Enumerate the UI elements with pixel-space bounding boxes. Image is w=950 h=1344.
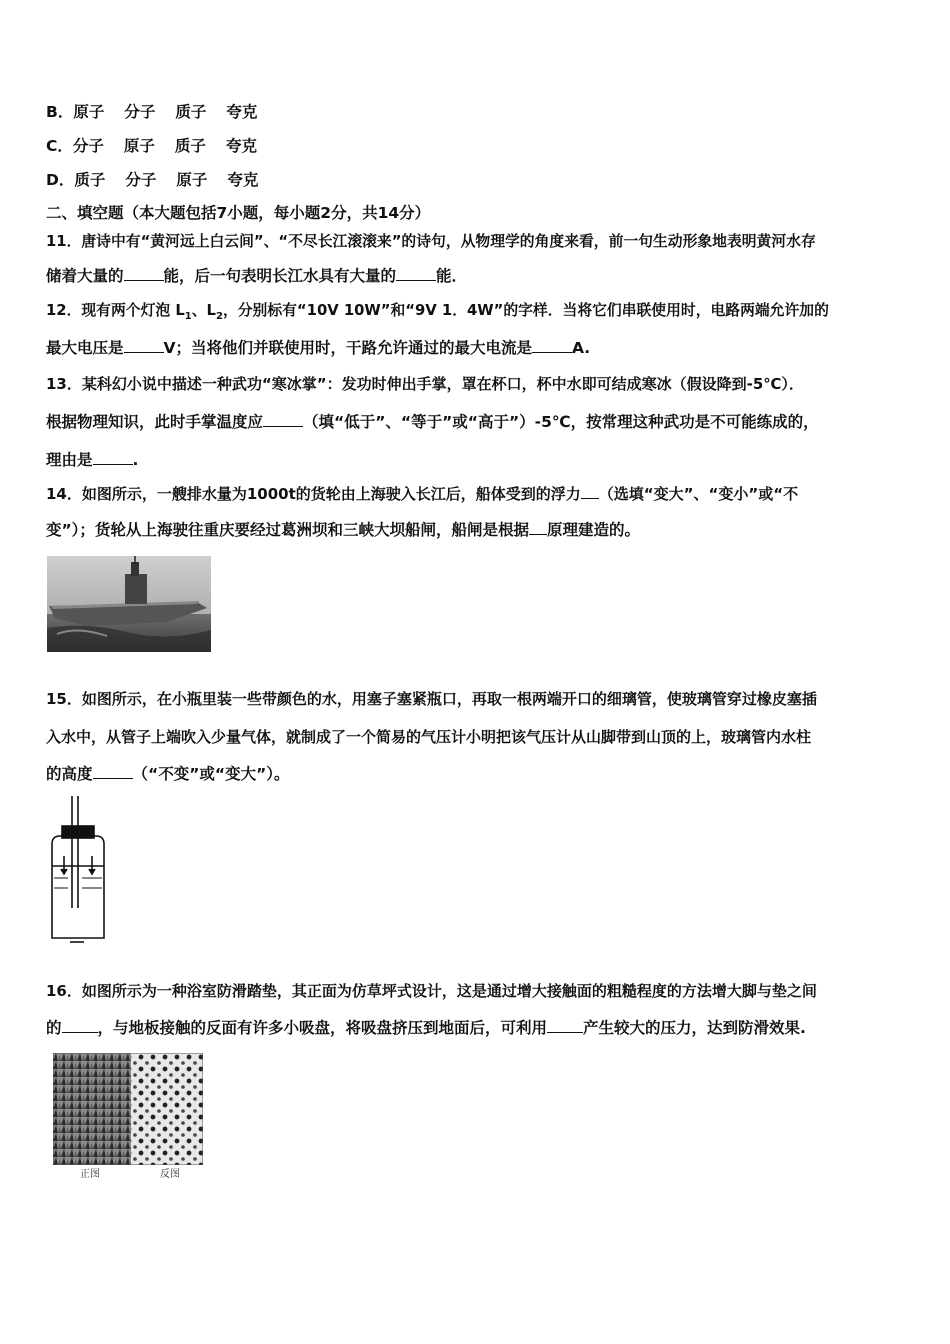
answer-blank <box>532 338 572 353</box>
option-c: C．分子 原子 质子 夸克 <box>46 137 257 155</box>
q16-line1: 16．如图所示为一种浴室防滑踏垫，其正面为仿草坪式设计，这是通过增大接触面的粗糙程度的方法增大脚与垫之间 <box>46 982 817 1000</box>
q15-line2: 入水中，从管子上端吹入少量气体，就制成了一个简易的气压计小明把该气压计从山脚带到山顶的上，玻璃管内水柱 <box>46 728 812 746</box>
figure-caption-front: 正图 <box>80 1169 100 1180</box>
q14-line1: 14．如图所示，一艘排水量为1000t的货轮由上海驶入长江后，船体受到的浮力 （选填“变大”、“变小”或“不 <box>46 485 799 503</box>
answer-blank <box>62 1018 98 1033</box>
q13-line1: 13．某科幻小说中描述一种武功“寒冰掌”：发功时伸出手掌，罩在杯口，杯中水即可结成寒冰（假设降到-5℃）． <box>46 375 804 393</box>
option-b: B．原子 分子 质子 夸克 <box>46 103 258 121</box>
q15-line1: 15．如图所示，在小瓶里装一些带颜色的水，用塞子塞紧瓶口，再取一根两端开口的细璃管，使玻璃管穿过橡皮塞插 <box>46 690 817 708</box>
answer-blank <box>581 484 599 499</box>
answer-blank <box>124 338 164 353</box>
q12-line1: 12．现有两个灯泡 $L_1$、$L_2$，分别标有“10V 10W”和“9V 1．4W”的字样．当将它们串联使用时，电路两端允许加的 <box>46 302 829 322</box>
section-heading: 二、填空题（本大题包括7小题，每小题2分，共14分） <box>46 204 431 222</box>
figure-caption-back: 反图 <box>160 1169 180 1180</box>
q13-line2: 根据物理知识，此时手掌温度应 （填“低于”、“等于”或“高于”）-5℃，按常理这种武功是不可能练成的， <box>46 413 819 431</box>
q11-line1: 11．唐诗中有“黄河远上白云间”、“不尽长江滚滚来”的诗句，从物理学的角度来看，前一句生动形象地表明黄河水存 <box>46 233 816 250</box>
answer-blank <box>93 450 133 465</box>
q12-line2: 最大电压是 V；当将他们并联使用时，干路允许通过的最大电流是 A. <box>46 339 591 357</box>
answer-blank <box>93 764 133 779</box>
barometer-bottle-diagram <box>44 796 112 946</box>
q14-line2: 变”）；货轮从上海驶往重庆要经过葛洲坝和三峡大坝船闸，船闸是根据 原理建造的。 <box>46 521 640 539</box>
option-d: D．质子 分子 原子 夸克 <box>46 171 259 189</box>
answer-blank <box>547 1018 583 1033</box>
answer-blank <box>263 412 303 427</box>
q16-line2: 的 ，与地板接触的反面有许多小吸盘，将吸盘挤压到地面后，可利用 产生较大的压力，达到防滑效果. <box>46 1019 806 1037</box>
q11-line2: 储着大量的 能，后一句表明长江水具有大量的 能． <box>46 267 468 285</box>
answer-blank <box>124 266 164 281</box>
anti-slip-mat-image <box>53 1053 203 1165</box>
q15-line3: 的高度 （“不变”或“变大”）。 <box>46 765 290 783</box>
q13-line3: 理由是 . <box>46 451 139 469</box>
answer-blank <box>396 266 436 281</box>
answer-blank <box>529 520 547 535</box>
aircraft-carrier-image <box>47 556 211 652</box>
